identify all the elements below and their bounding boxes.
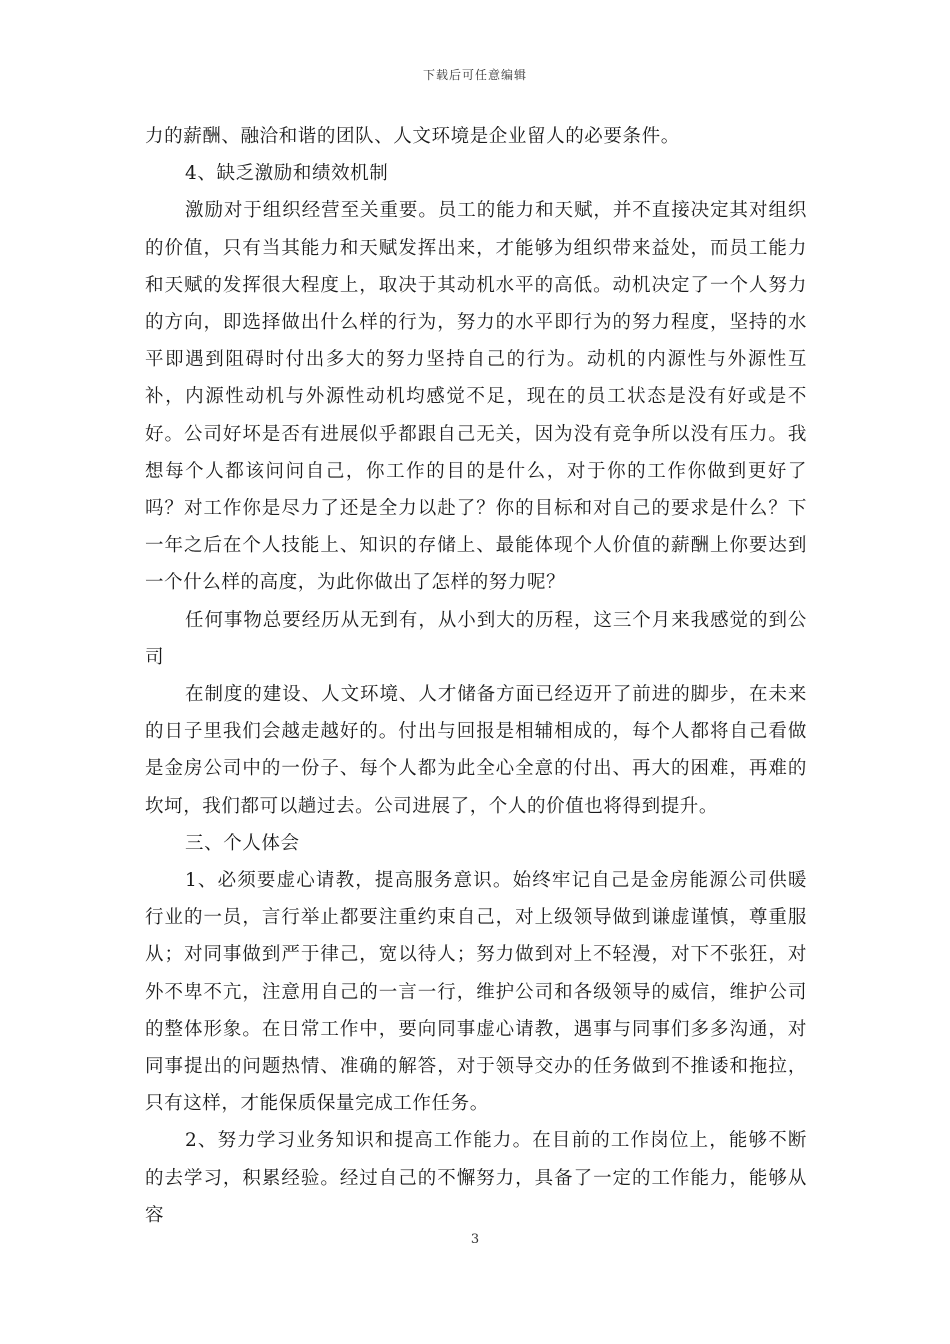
page-number: 3: [470, 1232, 480, 1247]
paragraph-incentive: 激励对于组织经营至关重要。员工的能力和天赋，并不直接决定其对组织的价值，只有当其能力和天赋发挥出来，才能够为组织带来益处，而员工能力和天赋的发挥很大程度上，取决于其动机水平的高低。动机决定了一个人努力的方向，即选择做出什么样的行为，努力的水平即行为的努力程度，坚持的水平即遇到阻碍时付出多大的努力坚持自己的行为。动机的内源性与外源性互补，内源性动机与外源性动机均感觉不足，现在的员工状态是没有好或是不好。公司好坏是否有进展似乎都跟自己无关，因为没有竞争所以没有压力。我想每个人都该问问自己，你工作的目的是什么，对于你的工作你做到更好了吗？对工作你是尽力了还是全力以赴了？你的目标和对自己的要求是什么？下一年之后在个人技能上、知识的存储上、最能体现个人价值的薪酬上你要达到一个什么样的高度，为此你做出了怎样的努力呢？: [145, 200, 807, 594]
paragraph-progress: 任何事物总要经历从无到有，从小到大的历程，这三个月来我感觉的到公司: [145, 609, 807, 668]
document-body: [145, 118, 807, 1234]
paragraph-system-building: 在制度的建设、人文环境、人才储备方面已经迈开了前进的脚步，在未来的日子里我们会越走越好的。付出与回报是相辅相成的，每个人都将自己看做是金房公司中的一份子、每个人都为此全心全意的付出、再大的困难，再难的坎坷，我们都可以趟过去。公司进展了，个人的价值也将得到提升。: [145, 684, 807, 817]
section-heading-personal: 三、个人体会: [185, 832, 300, 854]
paragraph-learning: 2、努力学习业务知识和提高工作能力。在目前的工作岗位上，能够不断的去学习，积累经验。经过自己的不懈努力，具备了一定的工作能力，能够从容: [145, 1130, 807, 1226]
paragraph-1: 力的薪酬、融洽和谐的团队、人文环境是企业留人的必要条件。: [145, 126, 680, 147]
paragraph-humility: 1、必须要虚心请教，提高服务意识。始终牢记自己是金房能源公司供暖行业的一员，言行举止都要注重约束自己，对上级领导做到谦虚谨慎，尊重服从；对同事做到严于律己，宽以待人；努力做到对上不轻漫，对下不张狂，对外不卑不亢，注意用自己的一言一行，维护公司和各级领导的威信，维护公司的整体形象。在日常工作中，要向同事虚心请教，遇事与同事们多多沟通，对同事提出的问题热情、准确的解答，对于领导交办的任务做到不推诿和拖拉，只有这样，才能保质保量完成工作任务。: [145, 870, 807, 1115]
section-heading-incentive: 4、缺乏激励和绩效机制: [185, 163, 389, 185]
page-header: 下载后可任意编辑: [422, 68, 527, 82]
